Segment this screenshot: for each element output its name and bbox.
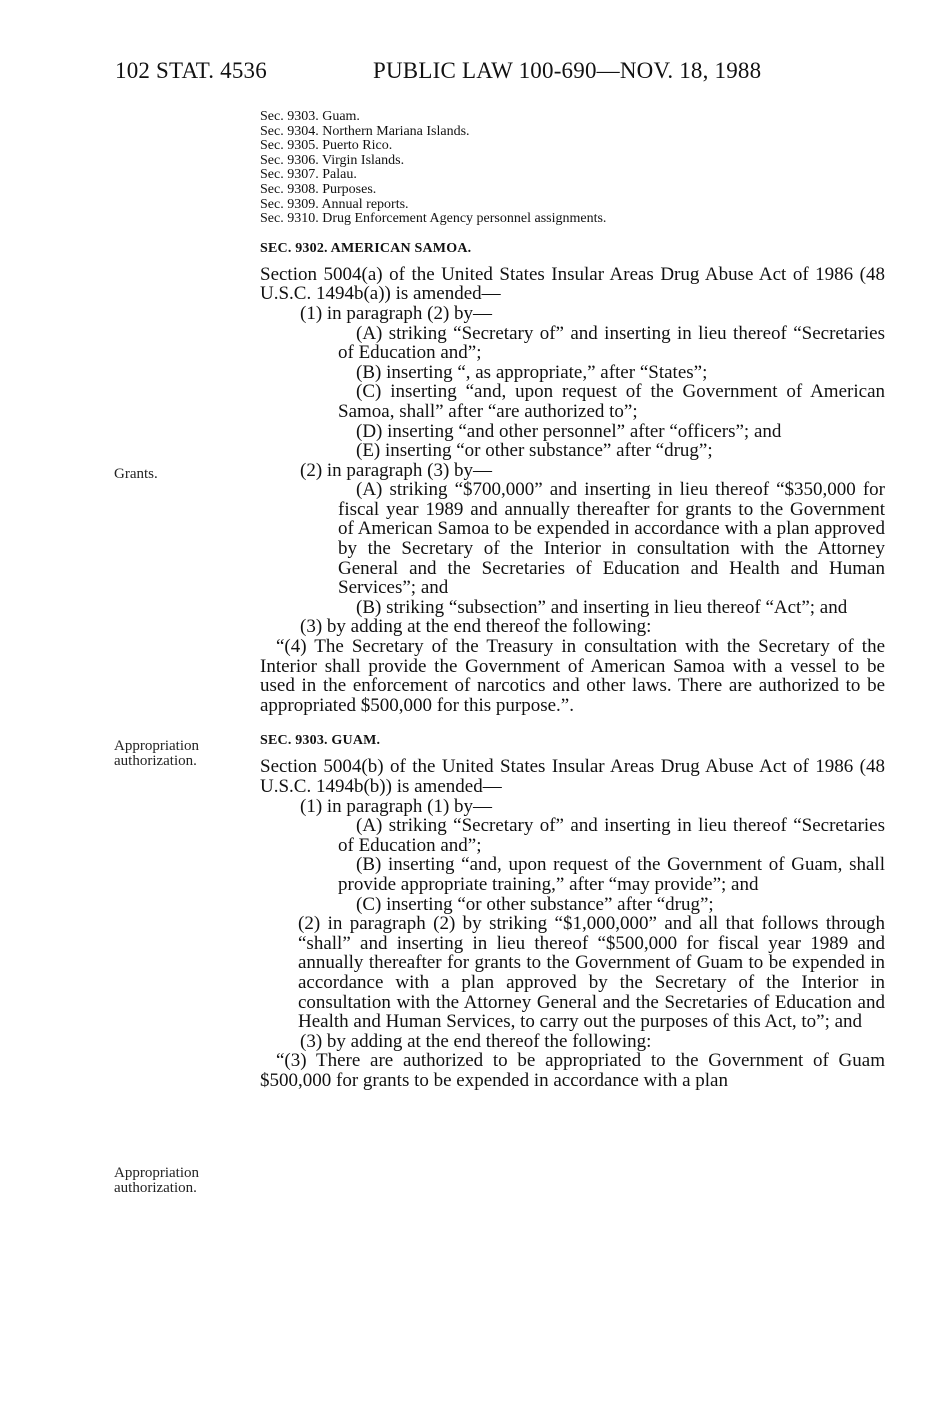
toc-item: Sec. 9305. Puerto Rico. <box>260 138 393 154</box>
toc-item: Sec. 9303. Guam. <box>260 109 360 124</box>
subparagraph-b: (B) striking “subsection” and inserting in lieu thereof “Act”; and <box>356 596 848 618</box>
subparagraph-a: (A) striking “Secretary of” and inserting in lieu thereof “Secretaries of Education and”; <box>338 815 885 856</box>
margin-note-line: Appropriation <box>114 1165 199 1181</box>
paragraph-1: (1) in paragraph (1) by— <box>300 795 493 817</box>
section-intro: Section 5004(a) of the United States Insular Areas Drug Abuse Act of 1986 (48 U.S.C. 1494b(a)) is amended— <box>260 263 885 305</box>
subparagraph-b: (B) inserting “and, upon request of the Government of Guam, shall provide appropriate training,” after “may provide”; and <box>338 854 885 895</box>
toc-item: Sec. 9310. Drug Enforcement Agency personnel assignments. <box>260 211 607 227</box>
margin-note-line: authorization. <box>114 1180 197 1196</box>
law-title: PUBLIC LAW 100-690—NOV. 18, 1988 <box>373 58 762 83</box>
toc-item: Sec. 9309. Annual reports. <box>260 196 409 212</box>
section-intro: Section 5004(b) of the United States Insular Areas Drug Abuse Act of 1986 (48 U.S.C. 1494b(b)) is amended— <box>260 756 885 797</box>
subparagraph-c: (C) inserting “and, upon request of the Government of American Samoa, shall” after “are authorized to”; <box>338 381 885 422</box>
subparagraph-b: (B) inserting “, as appropriate,” after “States”; <box>356 361 708 383</box>
toc-item: Sec. 9306. Virgin Islands. <box>260 152 405 168</box>
margin-note-line: authorization. <box>114 753 197 769</box>
table-of-contents <box>260 110 885 227</box>
margin-note-grants: Grants. <box>114 466 158 482</box>
subparagraph-d: (D) inserting “and other personnel” after “officers”; and <box>356 420 782 442</box>
toc-item: Sec. 9308. Purposes. <box>260 181 377 197</box>
margin-note-appropriation-2 <box>114 1166 199 1196</box>
stat-page-number: 102 STAT. 4536 <box>115 58 267 83</box>
toc-item: Sec. 9304. Northern Mariana Islands. <box>260 123 470 139</box>
toc-item: Sec. 9307. Palau. <box>260 167 357 183</box>
section-heading-9302: SEC. 9302. AMERICAN SAMOA. <box>260 240 472 256</box>
paragraph-3: (3) by adding at the end thereof the following: <box>300 616 652 638</box>
margin-note-line: Appropriation <box>114 738 199 754</box>
subparagraph-e: (E) inserting “or other substance” after “drug”; <box>356 440 713 462</box>
subparagraph-a: (A) striking “$700,000” and inserting in lieu thereof “$350,000 for fiscal year 1989 and annually thereafter for grants to the Government of American Samoa to be expended in accordance with a plan approved by the Secretary of the Interior in consultation with the Attorney General and the Secretaries of Education and Health and Human Services”; and <box>338 479 885 599</box>
page-header <box>0 58 948 88</box>
document-body <box>260 110 885 1091</box>
paragraph-2: (2) in paragraph (2) by striking “$1,000,000” and all that follows through “shall” and inserting in lieu thereof “$500,000 for fiscal year 1989 and annually thereafter for grants to the Government of Guam to be expended in accordance with a plan approved by the Secretary of the Interior in consultation with the Attorney General and the Secretaries of Education and Health and Human Services, to carry out the purposes of this Act, to”; and <box>298 913 885 1033</box>
paragraph-1: (1) in paragraph (2) by— <box>300 302 493 324</box>
margin-note-appropriation-1 <box>114 739 199 769</box>
quoted-paragraph: “(4) The Secretary of the Treasury in consultation with the Secretary of the Interior shall provide the Government of American Samoa with a vessel to be used in the enforcement of narcotics and other laws. There are authorized to be appropriated $500,000 for this purpose.”. <box>260 636 885 716</box>
section-heading-9303: SEC. 9303. GUAM. <box>260 733 381 749</box>
quoted-paragraph: “(3) There are authorized to be appropriated to the Government of Guam $500,000 for grants to be expended in accordance with a plan <box>260 1050 885 1091</box>
subparagraph-a: (A) striking “Secretary of” and inserting in lieu thereof “Secretaries of Education and”; <box>338 322 885 364</box>
subparagraph-c: (C) inserting “or other substance” after “drug”; <box>356 893 714 915</box>
paragraph-2: (2) in paragraph (3) by— <box>300 459 493 481</box>
paragraph-3: (3) by adding at the end thereof the following: <box>300 1030 652 1052</box>
